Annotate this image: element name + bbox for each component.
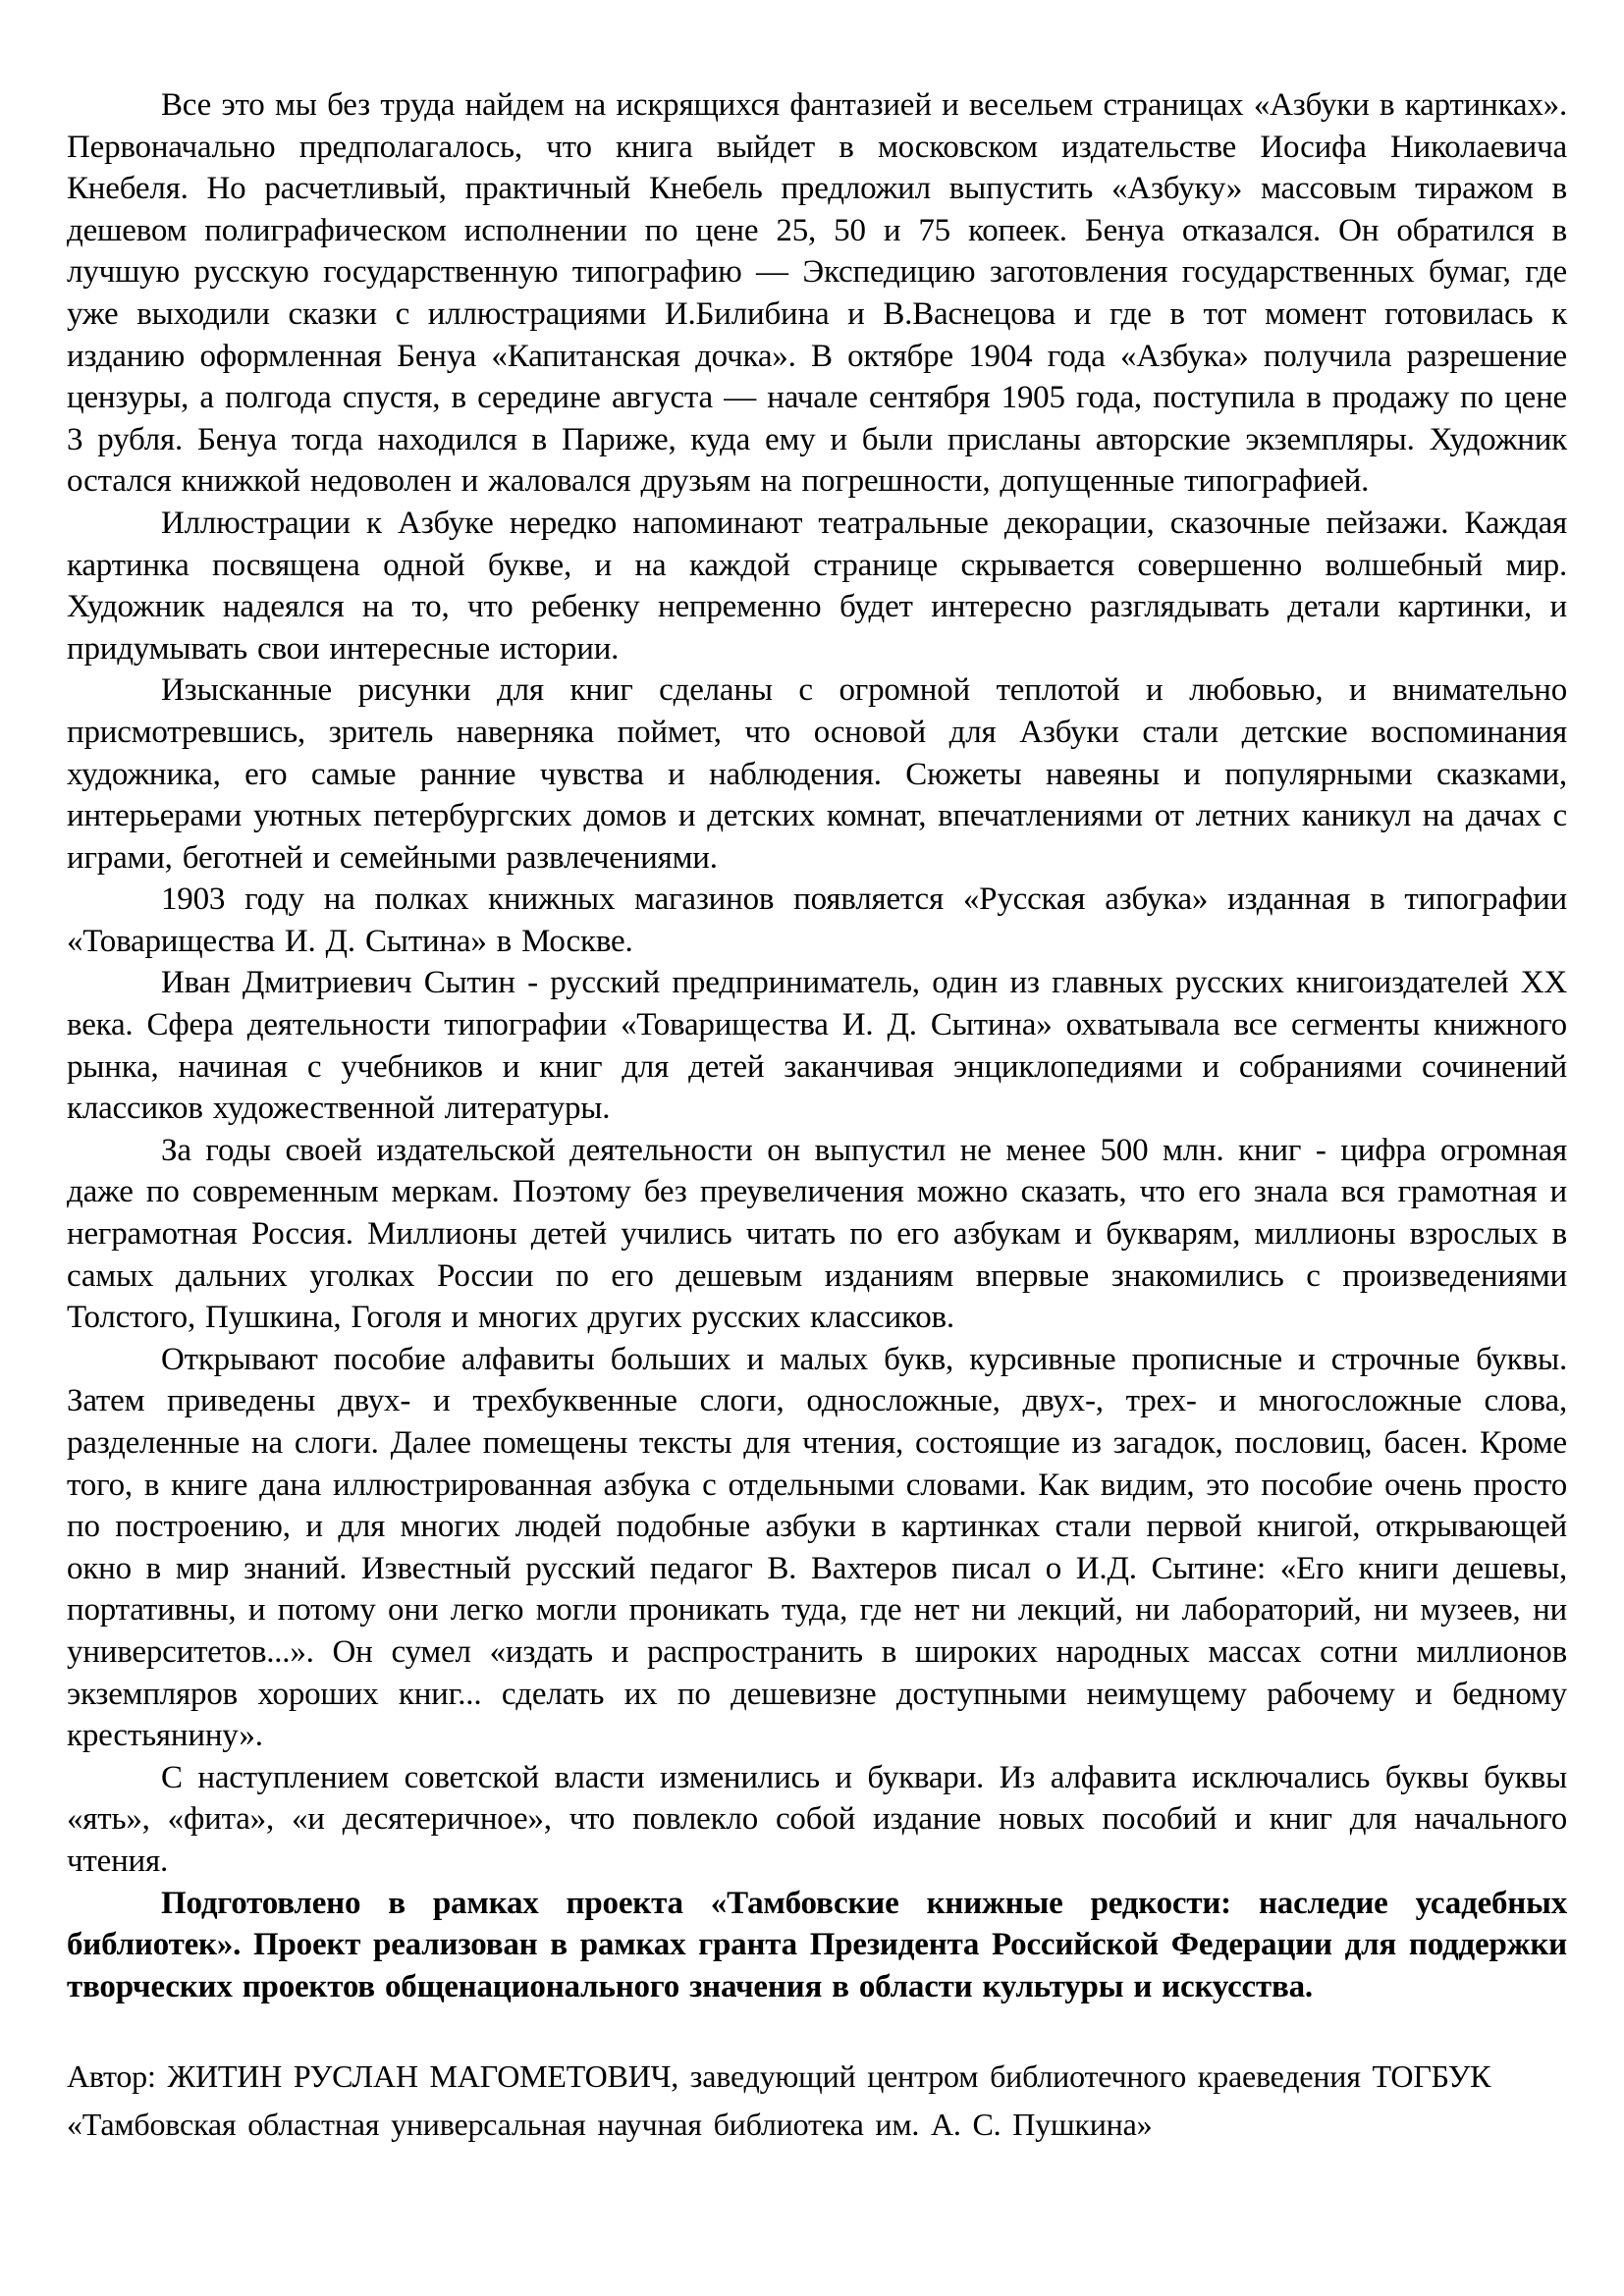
paragraph-illustrations: Иллюстрации к Азбуке нередко напоминают театральные декорации, сказочные пейзажи. Каждая картинка посвящена одной букве, и на каждой странице скрывается совершенно волшебный мир. Художник надеялся на то, что ребенку непременно будет интересно разглядывать детали картинки, и придумывать свои интересные истории. xyxy=(67,505,1567,667)
paragraph-russkaya-azbuka-1903: 1903 году на полках книжных магазинов появляется «Русская азбука» изданная в типографии «Товарищества И. Д. Сытина» в Москве. xyxy=(67,881,1567,959)
paragraph-primer-structure: Открывают пособие алфавиты больших и малых букв, курсивные прописные и строчные буквы. Затем приведены двух- и трехбуквенные слоги, односложные, двух-, трех- и многосложные слова, разделенные на слоги. Далее помещены тексты для чтения, состоящие из загадок, пословиц, басен. Кроме того, в книге дана иллюстрированная азбука с отдельными словами. Как видим, это пособие очень просто по построению, и для многих людей подобные азбуки в картинках стали первой книгой, открывающей окно в мир знаний. Известный русский педагог В. Вахтеров писал о И.Д. Сытине: «Его книги дешевы, портативны, и потому они легко могли проникать туда, где нет ни лекций, ни лабораторий, ни музеев, ни университетов...». Он сумел «издать и распространить в широких народных массах сотни миллионов экземпляров хороших книг... сделать их по дешевизне доступными неимущему рабочему и бедному крестьянину». xyxy=(67,1341,1567,1754)
paragraph-author-credit: Автор: ЖИТИН РУСЛАН МАГОМЕТОВИЧ, заведующий центром библиотечного краеведения ТОГБУК «Тамбовская областная универсальная научная библиотека им. А. С. Пушкина» xyxy=(67,2058,1491,2143)
paragraph-soviet-primers: С наступлением советской власти изменились и буквари. Из алфавита исключались буквы буквы «ять», «фита», «и десятеричное», что повлекло собой издание новых пособий и книг для начального чтения. xyxy=(67,1759,1567,1879)
paragraph-refined-drawings: Изысканные рисунки для книг сделаны с огромной теплотой и любовью, и внимательно присмотревшись, зритель наверняка поймет, что основой для Азбуки стали детские воспоминания художника, его самые ранние чувства и наблюдения. Сюжеты навеяны и популярными сказками, интерьерами уютных петербургских домов и детских комнат, впечатлениями от летних каникул на дачах с играми, беготней и семейными развлечениями. xyxy=(67,672,1567,876)
paragraph-intro-azbuka-history: Все это мы без труда найдем на искрящихся фантазией и весельем страницах «Азбуки в картинках». Первоначально предполагалось, что книга выйдет в московском издательстве Иосифа Николаевича Кнебеля. Но расчетливый, практичный Кнебель предложил выпустить «Азбуку» массовым тиражом в дешевом полиграфическом исполнении по цене 25, 50 и 75 копеек. Бенуа отказался. Он обратился в лучшую русскую государственную типографию — Экспедицию заготовления государственных бумаг, где уже выходили сказки с иллюстрациями И.Билибина и В.Васнецова и где в тот момент готовилась к изданию оформленная Бенуа «Капитанская дочка». В октябре 1904 года «Азбука» получила разрешение цензуры, а полгода спустя, в середине августа — начале сентября 1905 года, поступила в продажу по цене 3 рубля. Бенуа тогда находился в Париже, куда ему и были присланы авторские экземпляры. Художник остался книжкой недоволен и жаловался друзьям на погрешности, допущенные типографией. xyxy=(67,87,1567,500)
paragraph-sytin-publishing: За годы своей издательской деятельности он выпустил не менее 500 млн. книг - цифра огромная даже по современным меркам. Поэтому без преувеличения можно сказать, что его знала вся грамотная и неграмотная Россия. Миллионы детей учились читать по его азбукам и букварям, миллионы взрослых в самых дальних уголках России по его дешевым изданиям впервые знакомились с произведениями Толстого, Пушкина, Гоголя и многих других русских классиков. xyxy=(67,1132,1567,1336)
paragraph-project-note: Подготовлено в рамках проекта «Тамбовские книжные редкости: наследие усадебных библиотек». Проект реализован в рамках гранта Президента Российской Федерации для поддержки творческих проектов общенационального значения в области культуры и искусства. xyxy=(67,1885,1567,2004)
paragraph-sytin-bio: Иван Дмитриевич Сытин - русский предприниматель, один из главных русских книгоиздателей ХХ века. Сфера деятельности типографии «Товарищества И. Д. Сытина» охватывала все сегменты книжного рынка, начиная с учебников и книг для детей заканчивая энциклопедиями и собраниями сочинений классиков художественной литературы. xyxy=(67,965,1567,1127)
